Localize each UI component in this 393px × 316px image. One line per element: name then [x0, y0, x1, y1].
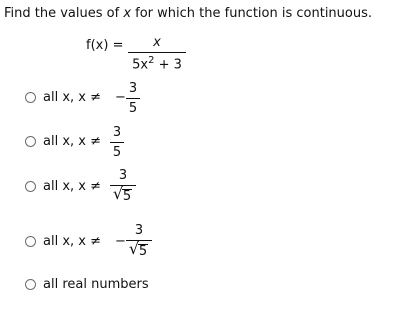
option-fraction — [110, 169, 136, 203]
option-label: all x, x ≠ — [43, 234, 101, 249]
option-fraction — [126, 82, 140, 115]
denominator-rest: + 3 — [154, 57, 182, 73]
function-name: f(x) — [86, 38, 109, 53]
option-fraction — [126, 224, 152, 258]
square-root-icon — [130, 244, 148, 258]
function-denominator — [128, 56, 186, 71]
radicand: 5 — [122, 189, 132, 204]
option-label: all x, x ≠ — [43, 90, 101, 105]
option-fraction — [110, 126, 124, 159]
function-lhs — [86, 38, 123, 53]
option-label: all x, x ≠ — [43, 134, 101, 149]
question-text — [4, 6, 372, 21]
radio-button[interactable] — [25, 236, 36, 247]
question-var: x — [123, 6, 132, 21]
radio-button[interactable] — [25, 279, 36, 290]
radio-button[interactable] — [25, 136, 36, 147]
fraction-bar — [126, 98, 140, 99]
fraction-numerator: 3 — [112, 125, 122, 140]
fraction-bar — [128, 52, 186, 53]
fraction-denominator: 5 — [112, 145, 122, 160]
function-definition — [86, 30, 196, 80]
function-numerator: x — [153, 35, 161, 50]
option-label: all real numbers — [43, 277, 149, 292]
radio-button[interactable] — [25, 181, 36, 192]
minus-sign: − — [115, 234, 126, 249]
question-suffix: for which the function is continuous. — [131, 6, 373, 21]
fraction-numerator: 3 — [128, 81, 138, 96]
option-label: all x, x ≠ — [43, 179, 101, 194]
fraction-numerator: 3 — [118, 168, 128, 183]
square-root-icon — [114, 189, 132, 203]
fraction-denominator — [126, 244, 152, 258]
fraction-numerator: 3 — [134, 223, 144, 238]
radicand: 5 — [138, 244, 148, 259]
denominator-base: 5x — [132, 57, 149, 73]
function-fraction — [128, 36, 186, 71]
question-prefix: Find the values of — [4, 6, 124, 21]
function-equals: = — [112, 38, 124, 53]
fraction-denominator: 5 — [128, 101, 138, 116]
denominator-exponent: 2 — [148, 55, 155, 66]
fraction-denominator — [110, 189, 136, 203]
minus-sign: − — [115, 90, 126, 105]
fraction-bar — [110, 142, 124, 143]
radio-button[interactable] — [25, 92, 36, 103]
